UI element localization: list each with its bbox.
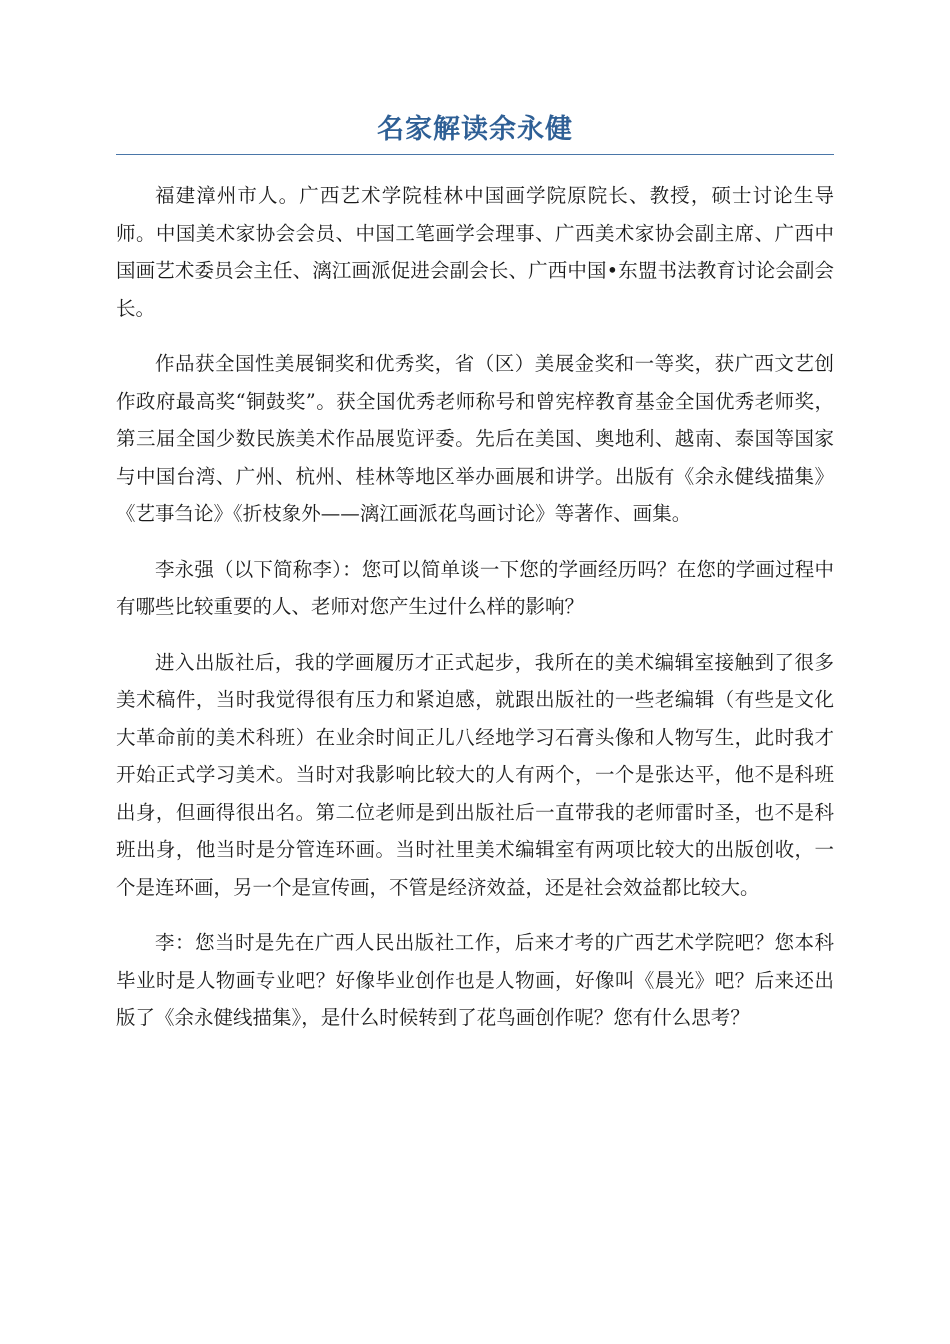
title-underline	[116, 154, 834, 155]
paragraph-question-2: 李：您当时是先在广西人民出版社工作，后来才考的广西艺术学院吧？您本科毕业时是人物画专业吧？好像毕业创作也是人物画，好像叫《晨光》吧？后来还出版了《余永健线描集》，是什么时候转到了花鸟画创作呢？您有什么思考？	[116, 931, 834, 1029]
document-page	[116, 110, 834, 1055]
paragraph-question-1: 李永强（以下简称李）：您可以简单谈一下您的学画经历吗？在您的学画过程中有哪些比较重要的人、老师对您产生过什么样的影响？	[116, 557, 834, 618]
paragraph-biography: 福建漳州市人。广西艺术学院桂林中国画学院原院长、教授，硕士讨论生导师。中国美术家协会会员、中国工笔画学会理事、广西美术家协会副主席、广西中国画艺术委员会主任、漓江画派促进会副会长、广西中国•东盟书法教育讨论会副会长。	[116, 184, 834, 320]
paragraph-answer-1: 进入出版社后，我的学画履历才正式起步，我所在的美术编辑室接触到了很多美术稿件，当时我觉得很有压力和紧迫感，就跟出版社的一些老编辑（有些是文化大革命前的美术科班）在业余时间正儿八经地学习石膏头像和人物写生，此时我才开始正式学习美术。当时对我影响比较大的人有两个，一个是张达平，他不是科班出身，但画得很出名。第二位老师是到出版社后一直带我的老师雷时圣，也不是科班出身，他当时是分管连环画。当时社里美术编辑室有两项比较大的出版创收，一个是连环画，另一个是宣传画，不管是经济效益，还是社会效益都比较大。	[116, 650, 834, 899]
document-title: 名家解读余永健	[377, 114, 573, 145]
paragraph-achievements: 作品获全国性美展铜奖和优秀奖，省（区）美展金奖和一等奖，获广西文艺创作政府最高奖“铜鼓奖”。获全国优秀老师称号和曾宪梓教育基金全国优秀老师奖，第三届全国少数民族美术作品展览评委。先后在美国、奥地利、越南、泰国等国家与中国台湾、广州、杭州、桂林等地区举办画展和讲学。出版有《余永健线描集》《艺事刍论》《折枝象外——漓江画派花鸟画讨论》等著作、画集。	[116, 352, 834, 525]
